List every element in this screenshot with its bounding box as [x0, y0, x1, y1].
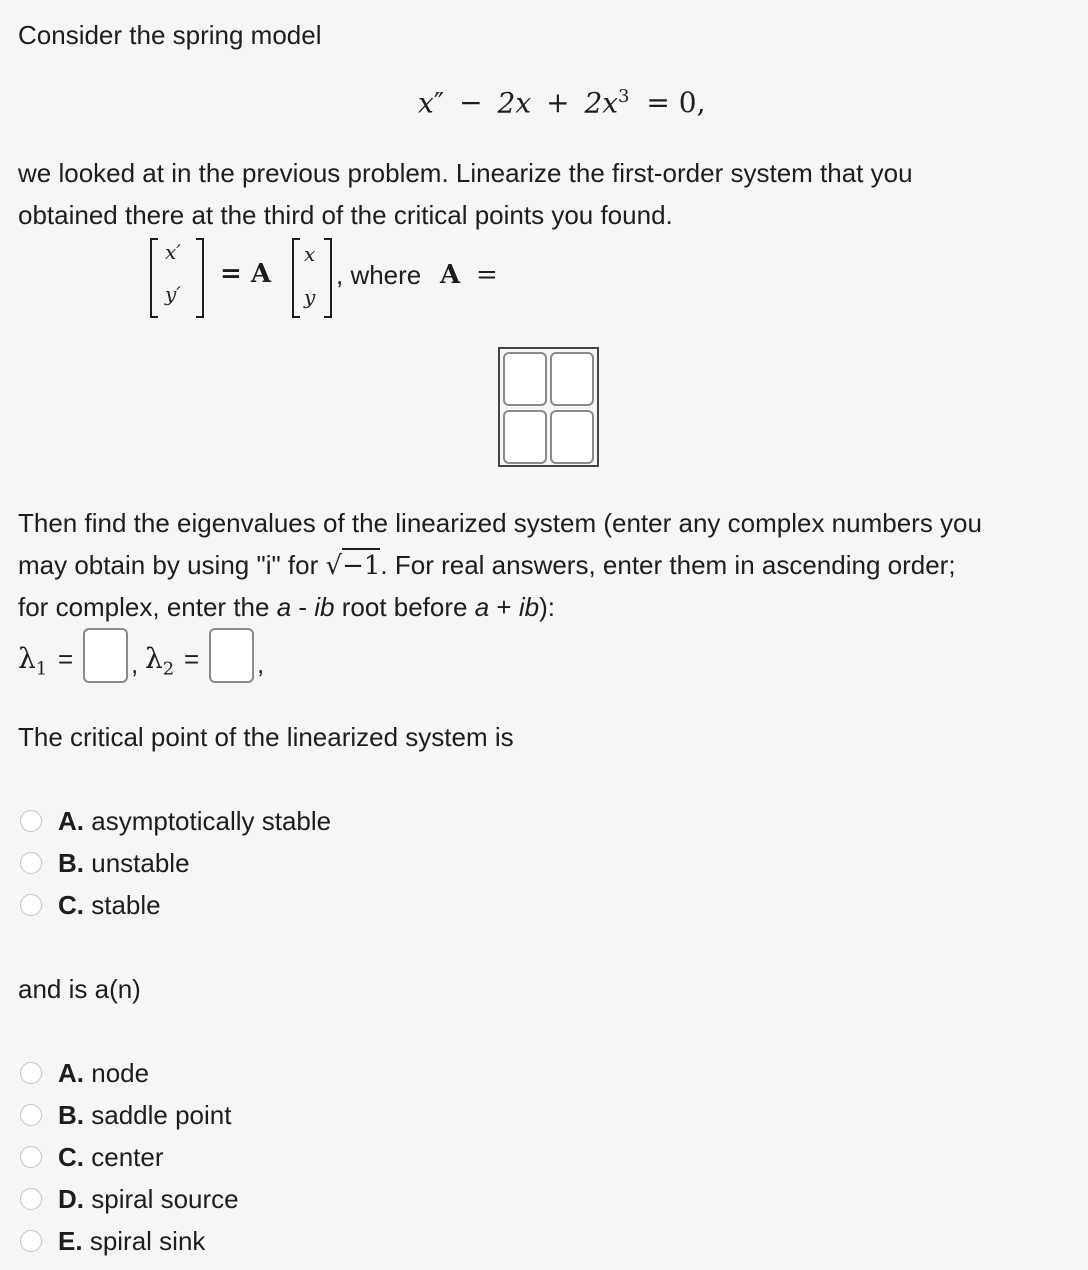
- lambda1-label: [18, 642, 48, 680]
- eq-x: x: [418, 86, 434, 120]
- eigen-line2-pre: may obtain by using "i" for: [18, 550, 326, 580]
- type-radio-b[interactable]: [20, 1104, 42, 1126]
- type-option-d-text: spiral source: [91, 1184, 239, 1214]
- eigen-line3-mid2: root before: [334, 592, 475, 622]
- lambda2-eq: =: [184, 644, 200, 674]
- eq-term2: 2x: [497, 86, 532, 120]
- eq-term3: 2x: [584, 86, 619, 120]
- type-option-e-text: spiral sink: [89, 1226, 206, 1256]
- eigen-prompt-line-3: [18, 594, 555, 620]
- eigen-prompt-line-2: [18, 552, 956, 579]
- matrix-a12-input[interactable]: [550, 352, 594, 406]
- rhs-top: x: [304, 242, 316, 266]
- type-option-c-letter: C.: [58, 1142, 84, 1172]
- stability-option-c-letter: C.: [58, 890, 84, 920]
- lhs-bottom: y′: [165, 282, 181, 306]
- where-a: A: [440, 260, 461, 290]
- type-option-b[interactable]: [58, 1102, 231, 1128]
- type-option-c-text: center: [91, 1142, 164, 1172]
- type-option-e[interactable]: [58, 1228, 205, 1254]
- lambda1-sub: 1: [35, 658, 48, 680]
- type-radio-c[interactable]: [20, 1146, 42, 1168]
- eigen-line3-ib1: ib: [314, 592, 335, 622]
- type-option-d-letter: D.: [58, 1184, 84, 1214]
- stability-option-c[interactable]: [58, 892, 161, 918]
- type-option-b-text: saddle point: [91, 1100, 232, 1130]
- lambda2-input[interactable]: [209, 628, 254, 683]
- type-option-a-letter: A.: [58, 1058, 84, 1088]
- eq-minus: −: [459, 86, 483, 120]
- paragraph-line-1: we looked at in the previous problem. Linearize the first-order system that you: [18, 158, 913, 188]
- eq-equals-zero: = 0,: [646, 86, 706, 120]
- lambda1-eq: =: [58, 644, 74, 674]
- type-option-d[interactable]: [58, 1186, 239, 1212]
- stability-radio-b[interactable]: [20, 852, 42, 874]
- lambda2-label: [145, 642, 175, 680]
- stability-option-b-letter: B.: [58, 848, 84, 878]
- eigen-line3-mid1: -: [291, 592, 315, 622]
- stability-radio-a[interactable]: [20, 810, 42, 832]
- equals-a: [220, 261, 271, 287]
- stability-question: The critical point of the linearized system is: [18, 722, 514, 752]
- rhs-bottom: y: [304, 285, 316, 309]
- eigen-line3-a1: a: [276, 592, 292, 622]
- intro-text: Consider the spring model: [18, 20, 322, 50]
- type-radio-e[interactable]: [20, 1230, 42, 1252]
- type-option-a-text: node: [91, 1058, 150, 1088]
- lambda2-sub: 2: [162, 658, 175, 680]
- matrix-a11-input[interactable]: [503, 352, 547, 406]
- lambda2-comma: ,: [257, 649, 265, 679]
- stability-option-a-text: asymptotically stable: [91, 806, 332, 836]
- stability-option-b-text: unstable: [91, 848, 190, 878]
- stability-option-c-text: stable: [91, 890, 161, 920]
- sqrt-symbol: √: [325, 551, 343, 581]
- stability-option-a-letter: A.: [58, 806, 84, 836]
- lhs-top: x′: [165, 240, 181, 264]
- stability-radio-c[interactable]: [20, 894, 42, 916]
- lambda1-comma: ,: [131, 649, 139, 679]
- eigen-line3-post: ):: [539, 592, 555, 622]
- eigen-line2-post: . For real answers, enter them in ascending order;: [380, 550, 956, 580]
- where-text: , where: [336, 260, 422, 290]
- where-eq: =: [476, 260, 498, 290]
- eigen-line3-mid3: +: [489, 592, 519, 622]
- eq-exp: 3: [618, 86, 630, 107]
- eigen-line3-a2: a: [474, 592, 490, 622]
- eigen-prompt-line-1: Then find the eigenvalues of the linearized system (enter any complex numbers you: [18, 508, 982, 538]
- eigen-line3-pre: for complex, enter the: [18, 592, 277, 622]
- sqrt-radicand: −1: [342, 548, 380, 581]
- type-radio-d[interactable]: [20, 1188, 42, 1210]
- stability-option-a[interactable]: [58, 808, 331, 834]
- type-option-b-letter: B.: [58, 1100, 84, 1130]
- eq-plus: +: [546, 86, 570, 120]
- matrix-a22-input[interactable]: [550, 410, 594, 464]
- lambda2-symbol: λ: [145, 642, 163, 675]
- type-option-a[interactable]: [58, 1060, 149, 1086]
- equals-a-text: = A: [220, 259, 272, 289]
- matrix-input-grid: [498, 347, 599, 467]
- stability-option-b[interactable]: [58, 850, 190, 876]
- spring-equation: [418, 86, 706, 120]
- type-option-e-letter: E.: [58, 1226, 83, 1256]
- matrix-a21-input[interactable]: [503, 410, 547, 464]
- type-question: and is a(n): [18, 974, 141, 1004]
- type-radio-a[interactable]: [20, 1062, 42, 1084]
- eq-primes: ″: [433, 86, 445, 120]
- eigen-line3-ib2: ib: [518, 592, 540, 622]
- type-option-c[interactable]: [58, 1144, 164, 1170]
- lambda1-input[interactable]: [83, 628, 128, 683]
- paragraph-line-2: obtained there at the third of the critical points you found.: [18, 200, 673, 230]
- lambda1-symbol: λ: [18, 642, 36, 675]
